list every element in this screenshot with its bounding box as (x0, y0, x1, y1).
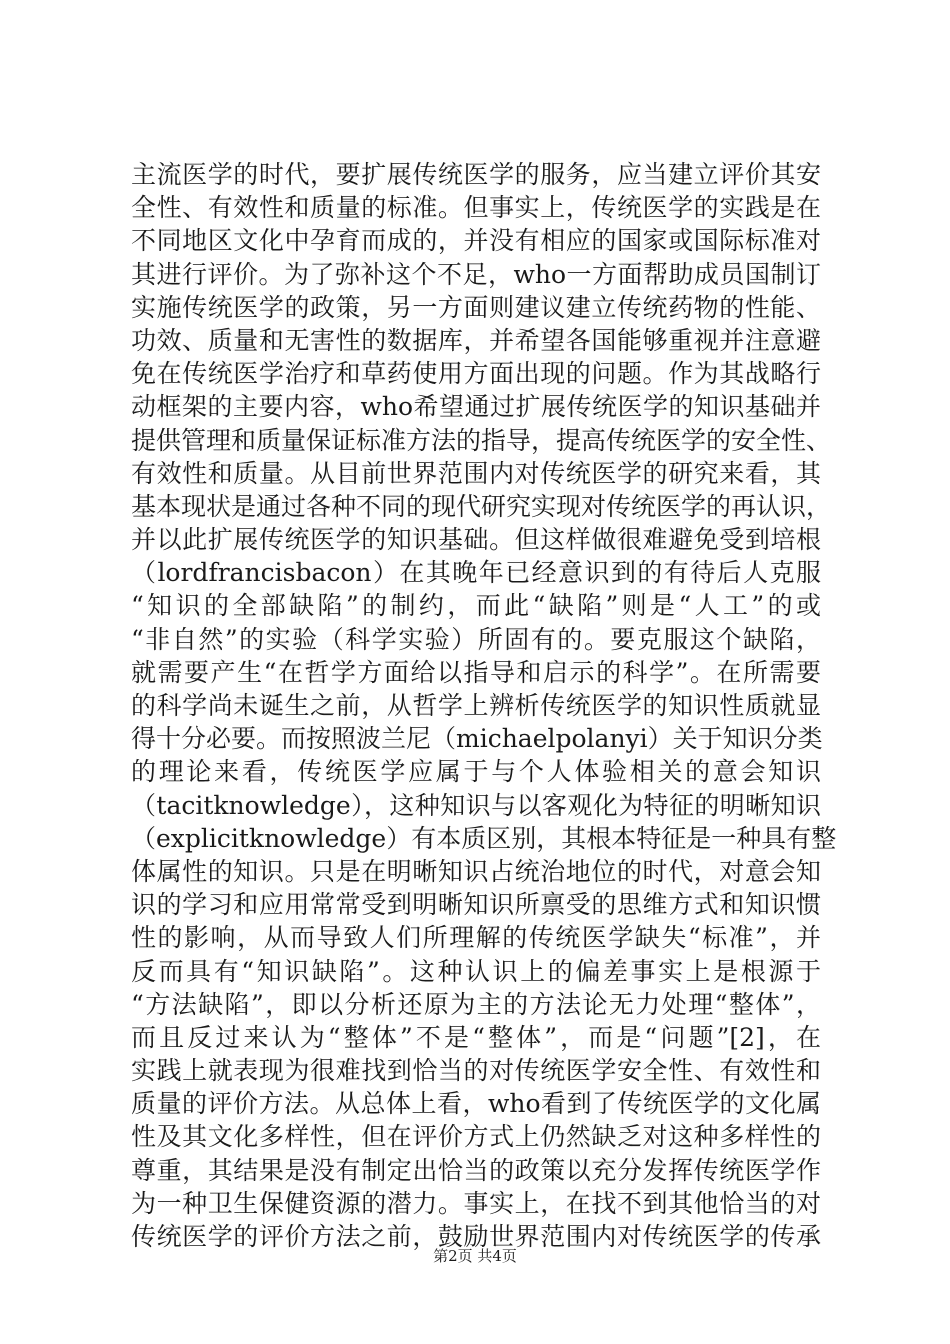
text-line: 性的影响，从而导致人们所理解的传统医学缺失“标准”，并 (131, 923, 821, 953)
text-line: 其进行评价。为了弥补这个不足，who一方面帮助成员国制订 (131, 259, 821, 289)
text-line: （tacitknowledge），这种知识与以客观化为特征的明晰知识 (131, 790, 821, 820)
text-line: 不同地区文化中孕育而成的，并没有相应的国家或国际标准对 (131, 226, 821, 256)
text-line: 实施传统医学的政策，另一方面则建议建立传统药物的性能、 (131, 292, 821, 322)
text-line: 有效性和质量。从目前世界范围内对传统医学的研究来看，其 (131, 458, 821, 488)
text-line: 并以此扩展传统医学的知识基础。但这样做很难避免受到培根 (131, 525, 821, 555)
text-line: 功效、质量和无害性的数据库，并希望各国能够重视并注意避 (131, 325, 821, 355)
text-line: 反而具有“知识缺陷”。这种认识上的偏差事实上是根源于 (131, 956, 821, 986)
page-number-footer: 第2页 共4页 (433, 1247, 517, 1265)
text-line: “非自然”的实验（科学实验）所固有的。要克服这个缺陷， (131, 624, 821, 654)
text-line: 免在传统医学治疗和草药使用方面出现的问题。作为其战略行 (131, 359, 821, 389)
text-line: 尊重，其结果是没有制定出恰当的政策以充分发挥传统医学作 (131, 1155, 821, 1185)
text-line: 就需要产生“在哲学方面给以指导和启示的科学”。在所需要 (131, 657, 821, 687)
text-line: 提供管理和质量保证标准方法的指导，提高传统医学的安全性、 (131, 425, 832, 455)
text-line: 主流医学的时代，要扩展传统医学的服务，应当建立评价其安 (131, 160, 821, 189)
text-line: 基本现状是通过各种不同的现代研究实现对传统医学的再认识， (131, 491, 832, 521)
text-line: 动框架的主要内容，who希望通过扩展传统医学的知识基础并 (131, 392, 821, 422)
text-line: 得十分必要。而按照波兰尼（michaelpolanyi）关于知识分类 (131, 724, 823, 754)
text-line: （lordfrancisbacon）在其晚年已经意识到的有待后人克服 (131, 558, 821, 588)
text-line: 识的学习和应用常常受到明晰知识所禀受的思维方式和知识惯 (131, 890, 821, 920)
text-line: （explicitknowledge）有本质区别，其根本特征是一种具有整 (131, 823, 837, 853)
text-line: 而且反过来认为“整体”不是“整体”，而是“问题”[2]，在 (131, 1022, 821, 1052)
text-line: 实践上就表现为很难找到恰当的对传统医学安全性、有效性和 (131, 1056, 821, 1086)
text-line: 的科学尚未诞生之前，从哲学上辨析传统医学的知识性质就显 (131, 691, 821, 720)
text-line: “知识的全部缺陷”的制约，而此“缺陷”则是“人工”的或 (131, 591, 821, 621)
text-line: 质量的评价方法。从总体上看，who看到了传统医学的文化属 (131, 1089, 821, 1119)
text-line: “方法缺陷”，即以分析还原为主的方法论无力处理“整体”， (131, 989, 821, 1019)
text-line: 体属性的知识。只是在明晰知识占统治地位的时代，对意会知 (131, 856, 821, 886)
text-line: 为一种卫生保健资源的潜力。事实上，在找不到其他恰当的对 (131, 1188, 821, 1218)
text-line: 的理论来看，传统医学应属于与个人体验相关的意会知识 (131, 757, 821, 787)
text-line: 全性、有效性和质量的标准。但事实上，传统医学的实践是在 (131, 193, 821, 223)
text-line: 性及其文化多样性，但在评价方式上仍然缺乏对这种多样性的 (131, 1122, 821, 1152)
text-line: 传统医学的评价方法之前，鼓励世界范围内对传统医学的传承 (131, 1222, 821, 1251)
body-text (131, 158, 837, 1253)
